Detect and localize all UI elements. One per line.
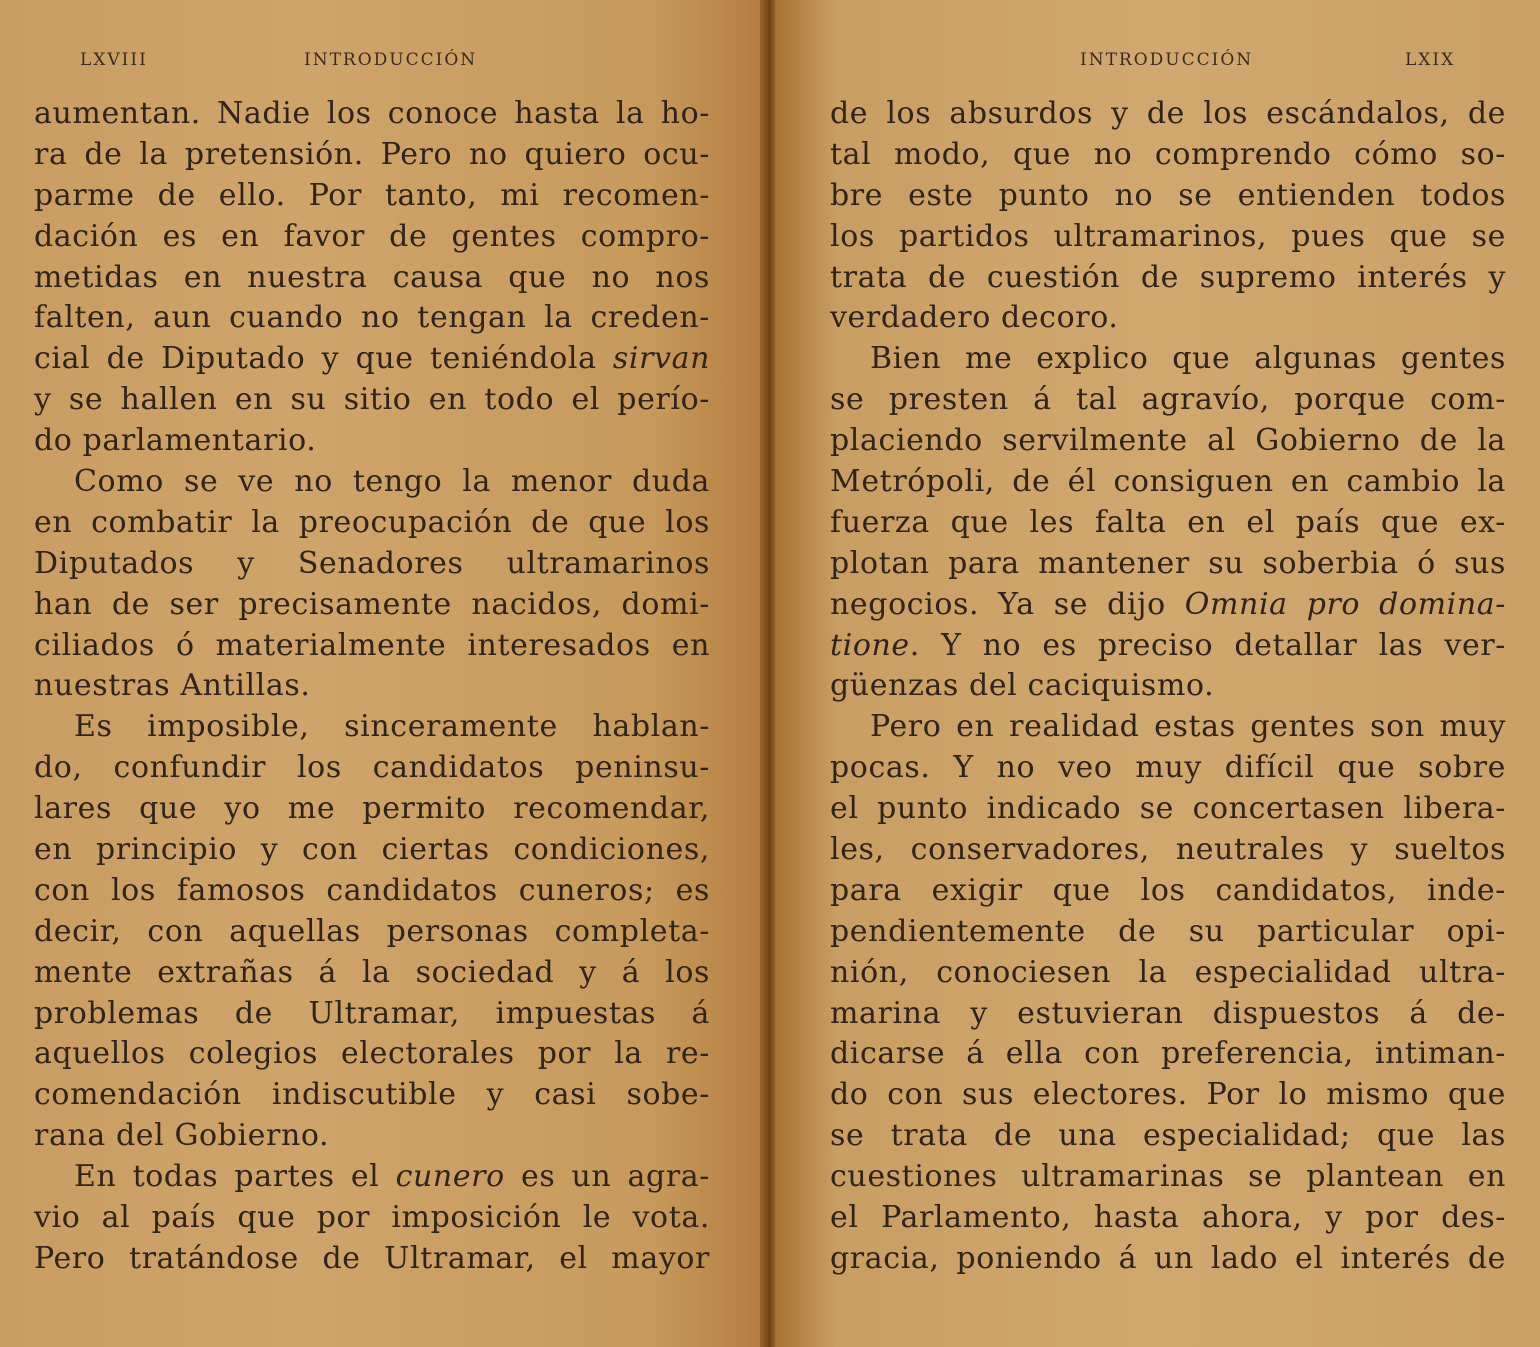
left-folio: LXVIII [80, 50, 148, 70]
text-line: Metrópoli, de él consiguen en cambio la [830, 464, 1506, 500]
text-line: pocas. Y no veo muy difícil que sobre [830, 750, 1506, 786]
italic-segment: sirvan [612, 341, 710, 377]
text-line: marina y estuvieran dispuestos á de- [830, 995, 1506, 1031]
text-line: en principio y con ciertas condiciones, [34, 832, 710, 868]
text-line: el Parlamento, hasta ahora, y por des- [830, 1200, 1506, 1236]
text-segment: negocios. Ya se dijo [830, 586, 1185, 622]
text-segment: cial de Diputado y que teniéndola [34, 341, 613, 377]
text-line: nión, conociesen la especialidad ultra- [830, 954, 1506, 990]
left-page [0, 0, 765, 1347]
text-line: Pero tratándose de Ultramar, el mayor [34, 1240, 710, 1276]
text-line: les, conservadores, neutrales y sueltos [830, 832, 1506, 868]
text-line: do parlamentario. [34, 423, 317, 459]
text-line: rana del Gobierno. [34, 1118, 330, 1154]
text-line: tal modo, que no comprendo cómo so- [830, 136, 1506, 172]
text-line: para exigir que los candidatos, inde- [830, 872, 1506, 908]
left-running-head: INTRODUCCIÓN [304, 50, 478, 70]
italic-segment: cunero [395, 1159, 505, 1195]
text-line: vio al país que por imposición le vota. [34, 1200, 710, 1236]
text-line: comendación indiscutible y casi sobe- [34, 1077, 710, 1113]
text-line: trata de cuestión de supremo interés y [830, 259, 1506, 295]
text-line: decir, con aquellas personas completa- [34, 913, 710, 949]
text-line: fuerza que les falta en el país que ex- [830, 504, 1506, 540]
text-line [34, 339, 710, 380]
text-line: nuestras Antillas. [34, 668, 311, 704]
text-line [830, 585, 1506, 626]
text-line: cuestiones ultramarinas se plantean en [830, 1159, 1506, 1195]
text-line: aquellos colegios electorales por la re- [34, 1036, 710, 1072]
text-line: bre este punto no se entienden todos [830, 177, 1506, 213]
text-line: con los famosos candidatos cuneros; es [34, 872, 710, 908]
text-line: ra de la pretensión. Pero no quiero ocu- [34, 136, 710, 172]
text-line: ciliados ó materialmente interesados en [34, 627, 710, 663]
right-running-head: INTRODUCCIÓN [1080, 50, 1254, 70]
right-folio: LXIX [1405, 50, 1456, 70]
text-line: metidas en nuestra causa que no nos [34, 259, 710, 295]
text-line: de los absurdos y de los escándalos, de [830, 96, 1506, 131]
right-page [775, 0, 1540, 1347]
text-line: plotan para mantener su soberbia ó sus [830, 545, 1506, 581]
text-line: el punto indicado se concertasen libera- [830, 791, 1506, 827]
text-line: falten, aun cuando no tengan la creden- [34, 300, 710, 336]
text-segment: En todas partes el [74, 1159, 396, 1195]
text-line: placiendo servilmente al Gobierno de la [830, 423, 1506, 459]
text-line: mente extrañas á la sociedad y á los [34, 954, 710, 990]
text-line [34, 1157, 710, 1198]
text-line: y se hallen en su sitio en todo el perío- [34, 382, 710, 418]
text-line: lares que yo me permito recomendar, [34, 791, 710, 827]
italic-segment: tione [830, 627, 910, 663]
text-line: en combatir la preocupación de que los [34, 504, 710, 540]
text-segment: es un agra- [504, 1159, 710, 1195]
text-line: do, confundir los candidatos peninsu- [34, 750, 710, 786]
italic-segment: Omnia pro domina- [1184, 586, 1506, 622]
text-line: Pero en realidad estas gentes son muy [870, 709, 1506, 745]
text-line: do con sus electores. Por lo mismo que [830, 1077, 1506, 1113]
text-line: güenzas del caciquismo. [830, 668, 1215, 704]
text-line: verdadero decoro. [830, 300, 1119, 336]
text-line: gracia, poniendo á un lado el interés de [830, 1240, 1506, 1276]
text-line: se trata de una especialidad; que las [830, 1118, 1506, 1154]
text-line: Diputados y Senadores ultramarinos [34, 545, 710, 581]
text-line: los partidos ultramarinos, pues que se [830, 218, 1506, 254]
text-line: Como se ve no tengo la menor duda [74, 464, 710, 500]
text-line: se presten á tal agravío, porque com- [830, 382, 1506, 418]
right-body-text [830, 94, 1506, 1280]
text-line: pendientemente de su particular opi- [830, 913, 1506, 949]
left-body-text [34, 94, 710, 1280]
text-segment: . Y no es preciso detallar las ver- [909, 627, 1506, 663]
text-line: Es imposible, sinceramente hablan- [74, 709, 710, 745]
text-line: dicarse á ella con preferencia, intiman- [830, 1036, 1506, 1072]
text-line: parme de ello. Por tanto, mi recomen- [34, 177, 710, 213]
text-line: Bien me explico que algunas gentes [870, 341, 1506, 377]
text-line: han de ser precisamente nacidos, domi- [34, 586, 710, 622]
text-line: aumentan. Nadie los conoce hasta la ho- [34, 96, 710, 131]
text-line [830, 626, 1506, 667]
text-line: problemas de Ultramar, impuestas á [34, 995, 710, 1031]
text-line: dación es en favor de gentes compro- [34, 218, 710, 254]
